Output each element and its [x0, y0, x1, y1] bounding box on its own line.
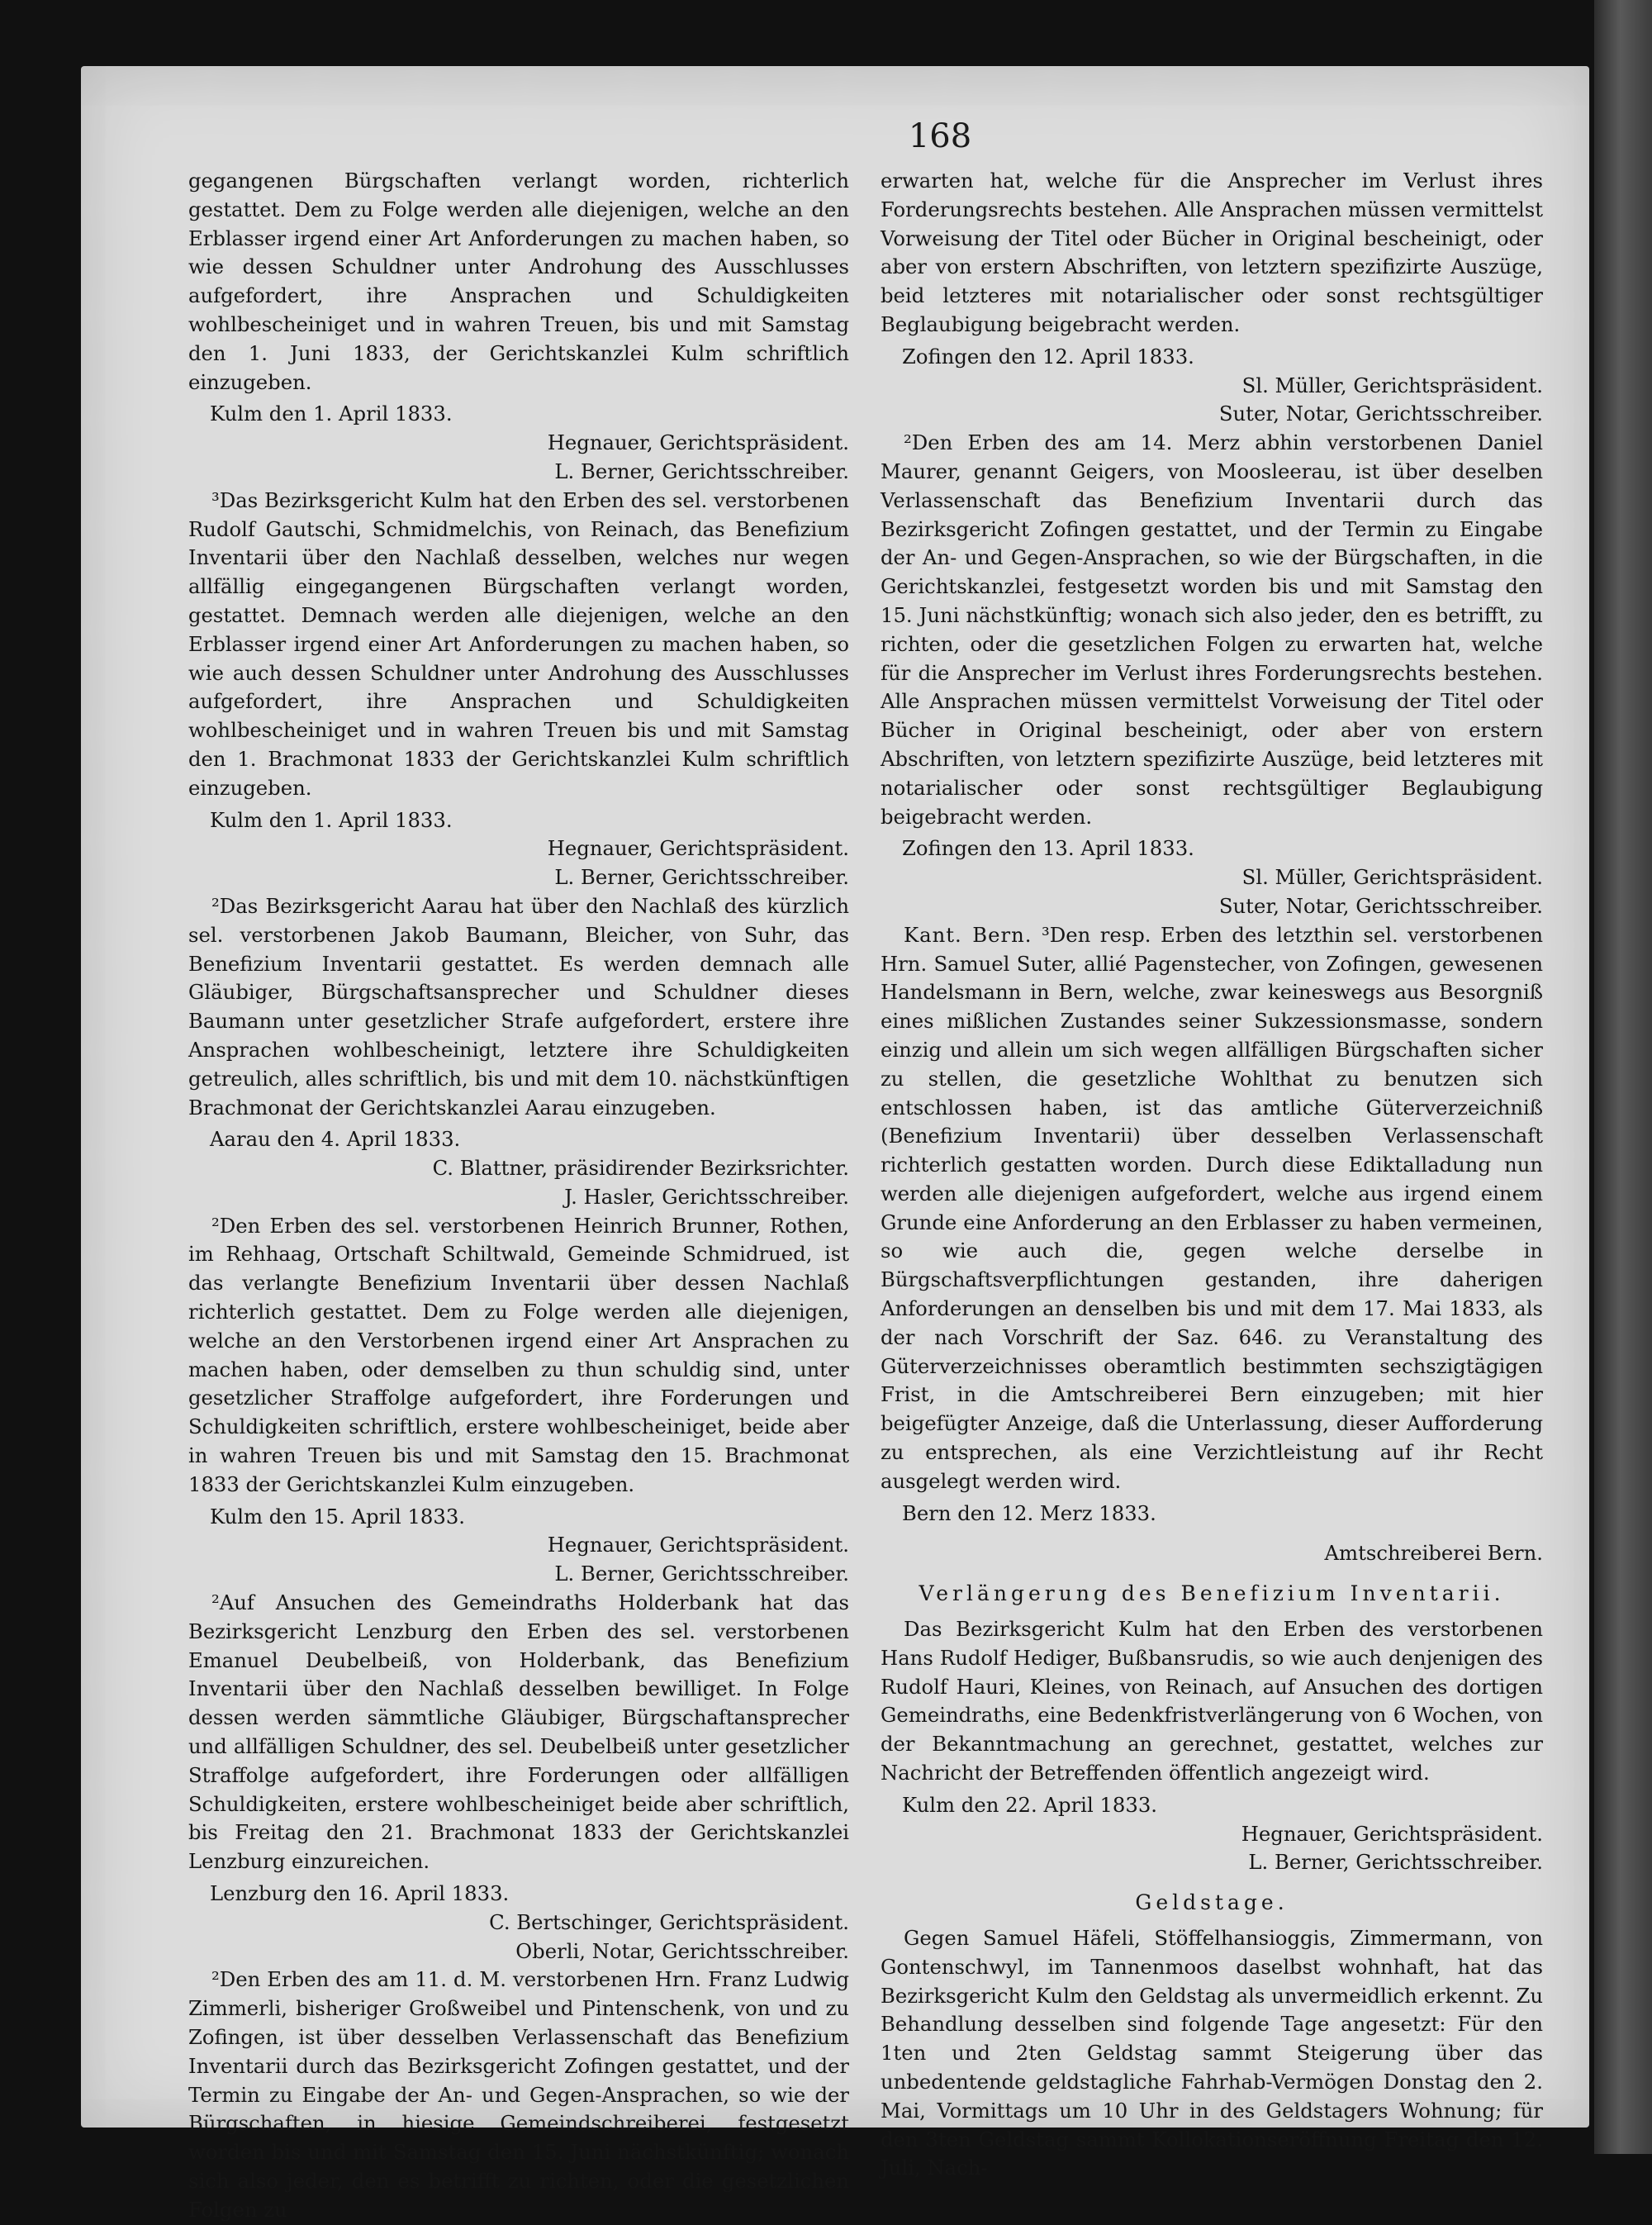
notice-text: ²Das Bezirksgericht Aarau hat über den Nachlaß des kürzlich sel. verstorbenen Jakob Baumann, Bleicher, von Suhr, das Benefizium Inventarii gestattet. Es werden demnach alle Gläubiger, Bürgschaftsansprecher und Schuldner dieses Baumann unter gesetzlicher Strafe aufgefordert, erstere ihre Ansprachen wohlbescheinigt, letztere ihre Schuldigkeiten getreulich, alles schriftlich, bis und mit dem 10. nächstkünftigen Brachmonat der Gerichtskanzlei Aarau einzugeben. [188, 893, 849, 1120]
notice-text: ²Den Erben des am 14. Merz abhin verstorbenen Daniel Maurer, genannt Geigers, von Moosleerau, ist über deselben Verlassenschaft das Benefizium Inventarii durch das Bezirksgericht Zofingen gestattet, und der Termin zu Eingabe der An- und Gegen-Ansprachen, so wie der Bürgschaften, in die Gerichtskanzlei, festgesetzt worden bis und mit Samstag den 15. Juni nächstkünftig; wonach sich also jeder, den es betrifft, zu richten, oder die gesetzlichen Folgen zu erwarten hat, welche für die Ansprecher im Verlust ihres Forderungsrechts bestehen. Alle Ansprachen müssen vermittelst Vorweisung der Titel oder Bücher in Original bescheinigt, oder aber von erstern Abschriften, von letztern spezifizirte Auszüge, beid letzteres mit notarialischer oder sonst rechtsgültiger Beglaubigung beigebracht werden. [881, 430, 1543, 829]
scan-page-edge [1594, 0, 1652, 2154]
page-number: 168 [908, 117, 972, 155]
place-date: Lenzburg den 16. April 1833. [210, 1881, 510, 1906]
notice-text: ²Den Erben des sel. verstorbenen Heinrich Brunner, Rothen, im Rehhaag, Ortschaft Schiltwald, Gemeinde Schmidrued, ist das verlangte Benefizium Inventarii über dessen Nachlaß richterlich gestattet. Dem zu Folge werden alle diejenigen, welche an den Verstorbenen irgend einer Art Ansprachen zu machen haben, oder demselben zu thun schuldig sind, unter gesetzlicher Straffolge aufgefordert, ihre Forderungen und Schuldigkeiten schriftlich, erstere wohlbescheiniget, beide aber in wahren Treuen bis und mit Samstag den 15. Brachmonat 1833 der Gerichtskanzlei Kulm einzugeben. [188, 1213, 849, 1496]
right-column [881, 167, 1543, 2183]
section-heading: Verlängerung des Benefizium Inventarii. [919, 1581, 1505, 1606]
place-date: Kulm den 1. April 1833. [210, 807, 453, 832]
notice-text: gegangenen Bürgschaften verlangt worden, richterlich gestattet. Dem zu Folge werden alle diejenigen, welche an den Erblasser irgend einer Art Anforderungen zu machen haben, so wie dessen Schuldner unter Androhung des Ausschlusses aufgefordert, ihre Ansprachen und Schuldigkeiten wohlbescheiniget und in wahren Treuen, bis und mit Samstag den 1. Juni 1833, der Gerichtskanzlei Kulm schriftlich einzugeben. [188, 169, 849, 394]
signature-president: Hegnauer, Gerichtspräsident. [547, 1533, 849, 1557]
place-date: Zofingen den 12. April 1833. [902, 344, 1194, 368]
signature-clerk: J. Hasler, Gerichtsschreiber. [564, 1184, 849, 1209]
place-date: Zofingen den 13. April 1833. [902, 836, 1194, 861]
signature-clerk: Suter, Notar, Gerichtsschreiber. [1218, 402, 1543, 426]
notice-text: Das Bezirksgericht Kulm hat den Erben des verstorbenen Hans Rudolf Hediger, Bußbansrudis, so wie auch denjenigen des Rudolf Hauri, Kleines, von Reinach, auf Ansuchen des dortigen Gemeindraths, eine Bedenkfristverlängerung von 6 Wochen, von der Bekanntmachung an gerechnet, gestattet, welches zur Nachricht der Betreffenden öffentlich angezeigt wird. [881, 1617, 1543, 1785]
place-date: Aarau den 4. April 1833. [210, 1127, 461, 1152]
notice-text [881, 921, 1543, 1496]
notice-text: ²Den Erben des am 11. d. M. verstorbenen Hrn. Franz Ludwig Zimmerli, bisheriger Großweibel und Pintenschenk, von und zu Zofingen, ist über desselben Verlassenschaft das Benefizium Inventarii durch das Bezirksgericht Zofingen gestattet, und der Termin zu Eingabe der An- und Gegen-Ansprachen, so wie der Bürgschaften, in hiesige Gemeindschreiberei, festgesetzt worden bis und mit Samstag den 15. Juni nächstkünftig; wonach sich also jeder, den es betrifft zu richten, oder die gesetzlichen Folgen zu [188, 1967, 849, 2222]
place-date: Bern den 12. Merz 1833. [902, 1500, 1156, 1525]
signature-clerk: L. Berner, Gerichtsschreiber. [554, 865, 849, 890]
signature-clerk: L. Berner, Gerichtsschreiber. [1248, 1850, 1543, 1875]
place-date: Kulm den 15. April 1833. [210, 1504, 466, 1528]
signature-president: C. Blattner, präsidirender Bezirksrichter. [432, 1156, 849, 1181]
signature-clerk: Suter, Notar, Gerichtsschreiber. [1218, 893, 1543, 918]
place-date: Kulm den 1. April 1833. [210, 402, 453, 426]
place-date: Kulm den 22. April 1833. [902, 1792, 1158, 1817]
signature-president: Hegnauer, Gerichtspräsident. [547, 836, 849, 861]
notice-text: erwarten hat, welche für die Ansprecher im Verlust ihres Forderungsrechts bestehen. Alle Ansprachen müssen vermittelst Vorweisung der Titel oder Bücher in Original bescheinigt, oder aber von erstern Abschriften, von letztern spezifizirte Auszüge, beid letzteres mit notarialischer oder sonst rechtsgültiger Beglaubigung beigebracht werden. [881, 169, 1543, 336]
signature-clerk: L. Berner, Gerichtsschreiber. [554, 1562, 849, 1586]
notice-body: ³Den resp. Erben des letzthin sel. verstorbenen Hrn. Samuel Suter, allié Pagenstecher, von Zofingen, gewesenen Handelsmann in Bern, welche, zwar keineswegs aus Besorgniß eines mißlichen Zustandes seiner Sukzessionsmasse, sondern einzig und allein um sich wegen allfälligen Bürgschaften sicher zu stellen, die gesetzliche Wohlthat zu benutzen sich entschlossen haben, ist das amtliche Güterverzeichniß (Benefizium Inventarii) über desselben Verlassenschaft richterlich gestatten worden. Durch diese Ediktalladung nun werden alle diejenigen aufgefordert, welche aus irgend einem Grunde eine Anforderung an den Erblasser zu haben vermeinen, so wie auch die, gegen welche derselbe in Bürgschaftsverpflichtungen gestanden, ihre daherigen Anforderungen an denselben bis und mit dem 17. Mai 1833, als der nach Vorschrift der Saz. 646. zu Veranstaltung des Güterverzeichnisses oberamtlich bestimmten sechszigtägigen Frist, in die Amtschreiberei Bern einzugeben; mit hier beigefügter Anzeige, daß die Unterlassung, dieser Aufforderung zu entsprechen, als eine Verzichtleistung auf ihr Recht ausgelegt werden wird. [881, 922, 1543, 1493]
left-column [188, 167, 849, 2225]
signature-president: Hegnauer, Gerichtspräsident. [547, 430, 849, 455]
notice-text: Gegen Samuel Häfeli, Stöffelhansioggis, Zimmermann, von Gontenschwyl, im Tannenmoos daselbst wohnhaft, hat das Bezirksgericht Kulm den Geldstag als unvermeidlich erkennt. Zu Behandlung desselben sind folgende Tage angesetzt: Für den 1ten und 2ten Geldstag sammt Steigerung über das unbedentende geldstagliche Fahrhab-Vermögen Donstag den 2. Mai, Vormittags um 10 Uhr in des Geldstagers Wohnung; für den 3ten Geldstag sammt Kollokationseröffnung Freitag den 12. Juli, Nach- [881, 1926, 1543, 2180]
section-heading: Geldstage. [1135, 1890, 1289, 1915]
canton-label: Kant. Bern. [904, 922, 1032, 947]
signature-president: Sl. Müller, Gerichtspräsident. [1241, 865, 1543, 890]
signature-president: C. Bertschinger, Gerichtspräsident. [489, 1909, 849, 1934]
notice-text: ³Das Bezirksgericht Kulm hat den Erben des sel. verstorbenen Rudolf Gautschi, Schmidmelchis, von Reinach, das Benefizium Inventarii über den Nachlaß desselben, welches nur wegen allfällig eingegangenen Bürgschaften verlangt worden, gestattet. Demnach werden alle diejenigen, welche an den Erblasser irgend einer Art Anforderungen zu machen haben, so wie auch dessen Schuldner unter Androhung des Ausschlusses aufgefordert, ihre Ansprachen und Schuldigkeiten wohlbescheiniget und in wahren Treuen bis und mit Samstag den 1. Brachmonat 1833 der Gerichtskanzlei Kulm schriftlich einzugeben. [188, 487, 849, 800]
signature-clerk: L. Berner, Gerichtsschreiber. [554, 459, 849, 483]
signature-president: Sl. Müller, Gerichtspräsident. [1241, 373, 1543, 397]
signature-president: Hegnauer, Gerichtspräsident. [1241, 1821, 1543, 1846]
issuing-office: Amtschreiberei Bern. [1324, 1541, 1543, 1566]
signature-clerk: Oberli, Notar, Gerichtsschreiber. [515, 1938, 849, 1963]
newspaper-page [81, 66, 1589, 2222]
notice-text: ²Auf Ansuchen des Gemeindraths Holderbank hat das Bezirksgericht Lenzburg den Erben des sel. verstorbenen Emanuel Deubelbeiß, von Holderbank, das Benefizium Inventarii über den Nachlaß desselben bewilliget. In Folge dessen werden sämmtliche Gläubiger, Bürgschaftansprecher und allfälligen Schuldner, des sel. Deubelbeiß unter gesetzlicher Straffolge aufgefordert, ihre Forderungen oder allfälligen Schuldigkeiten, erstere wohlbescheiniget beide aber schriftlich, bis Freitag den 21. Brachmonat 1833 der Gerichtskanzlei Lenzburg einzureichen. [188, 1590, 849, 1874]
